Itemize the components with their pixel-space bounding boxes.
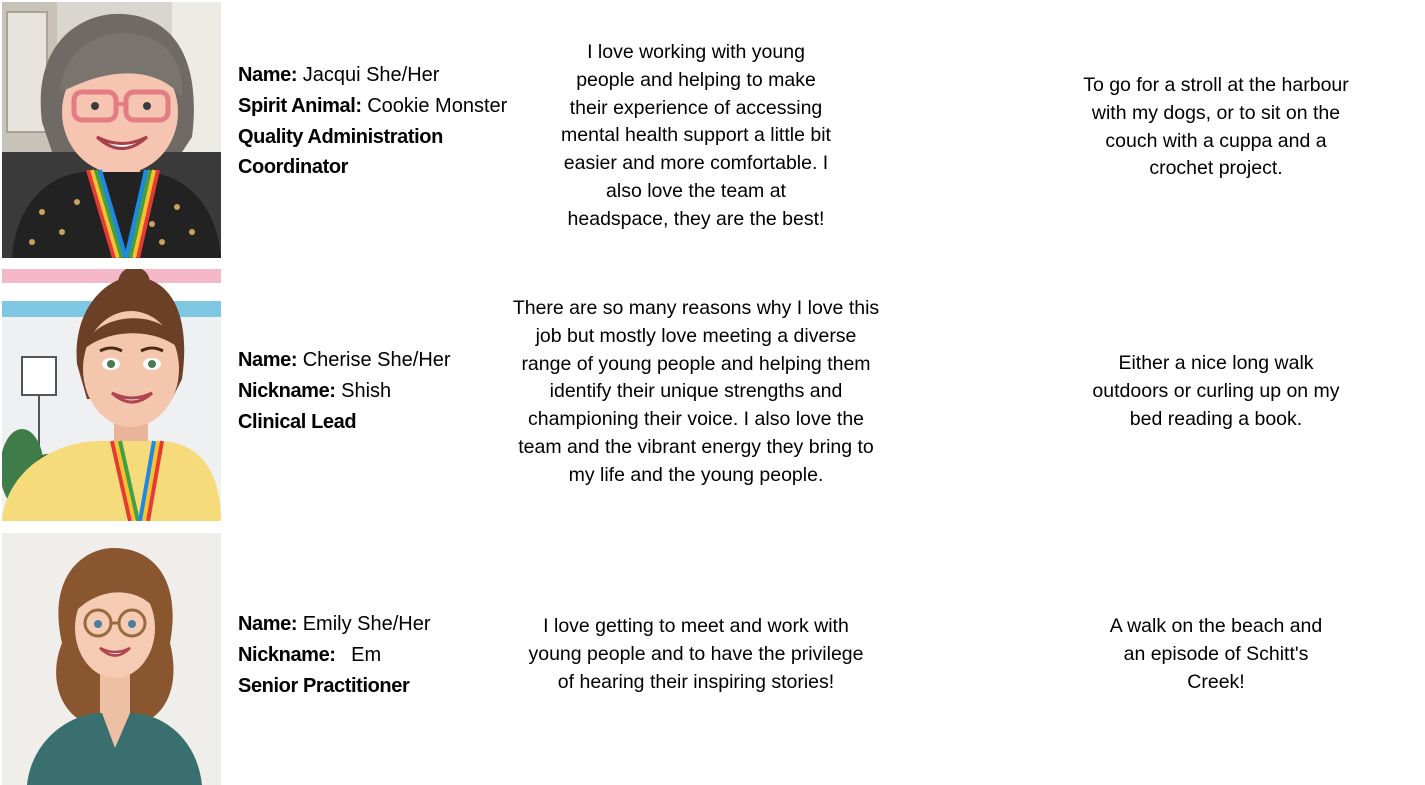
name-line — [238, 60, 507, 91]
text-line: couch with a cuppa and a — [1105, 129, 1327, 152]
name-label: Name: — [238, 613, 298, 635]
text-line: outdoors or curling up on my — [1092, 379, 1340, 402]
name-value: Jacqui She/Her — [302, 64, 440, 86]
jacqui-portrait — [2, 2, 221, 258]
role-title — [238, 122, 507, 181]
text-line: easier and more comfortable. I — [563, 152, 829, 175]
spirit-animal-value: Cookie Monster — [367, 95, 508, 117]
role-line: Quality Administration — [238, 126, 443, 148]
text-line: people and helping to make — [576, 68, 816, 91]
text-line: Creek! — [1187, 670, 1245, 693]
text-line: also love the team at — [606, 179, 786, 202]
alias-line — [238, 91, 507, 122]
text-line: mental health support a little bit — [561, 124, 831, 147]
text-line: young people and to have the privilege — [528, 642, 864, 665]
jacqui-info — [238, 60, 507, 181]
cherise-free-time-text — [1040, 350, 1392, 433]
role-line: Coordinator — [238, 156, 349, 178]
text-line: an episode of Schitt's — [1123, 642, 1309, 665]
text-line: I love getting to meet and work with — [543, 615, 849, 637]
staff-row-cherise — [0, 265, 1425, 530]
role-title — [238, 671, 431, 702]
text-line: Either a nice long walk — [1118, 352, 1314, 374]
text-line: identify their unique strengths and — [549, 380, 843, 403]
text-line: their experience of accessing — [569, 96, 823, 119]
text-line: my life and the young people. — [568, 463, 824, 486]
name-value: Cherise She/Her — [302, 349, 451, 371]
text-line: I love working with young — [587, 41, 805, 63]
cherise-love-text — [496, 295, 896, 490]
alias-line — [238, 376, 451, 407]
emily-info — [238, 609, 431, 702]
text-line: team and the vibrant energy they bring to — [518, 435, 874, 458]
jacqui-free-time-text — [1040, 72, 1392, 183]
text-line: headspace, they are the best! — [567, 207, 825, 230]
name-label: Name: — [238, 64, 298, 86]
text-line: range of young people and helping them — [521, 352, 871, 375]
text-line: crochet project. — [1149, 157, 1283, 180]
jacqui-portrait-illustration — [2, 2, 221, 258]
text-line: of hearing their inspiring stories! — [557, 670, 835, 693]
text-line: A walk on the beach and — [1109, 615, 1323, 637]
nickname-value: Shish — [341, 380, 392, 402]
role-line: Senior Practitioner — [238, 675, 410, 697]
text-line: with my dogs, or to sit on the — [1091, 101, 1341, 124]
emily-portrait-illustration — [2, 533, 221, 785]
emily-portrait — [2, 533, 221, 785]
nickname-label: Nickname: — [238, 644, 336, 666]
cherise-info — [238, 345, 451, 438]
text-line: bed reading a book. — [1129, 407, 1303, 430]
text-line: job but mostly love meeting a diverse — [535, 324, 857, 347]
emily-free-time-text — [1040, 613, 1392, 696]
name-line — [238, 345, 451, 376]
nickname-label: Nickname: — [238, 380, 336, 402]
cherise-portrait — [2, 269, 221, 521]
staff-row-emily — [0, 530, 1425, 785]
emily-love-text — [496, 613, 896, 696]
staff-row-jacqui — [0, 0, 1425, 265]
alias-line — [238, 640, 431, 671]
cherise-portrait-illustration — [2, 269, 221, 521]
name-value: Emily She/Her — [302, 613, 431, 635]
jacqui-love-text — [520, 39, 872, 234]
text-line: championing their voice. I also love the — [527, 408, 865, 431]
text-line: There are so many reasons why I love this — [512, 297, 880, 319]
name-line — [238, 609, 431, 640]
name-label: Name: — [238, 349, 298, 371]
spirit-animal-label: Spirit Animal: — [238, 95, 362, 117]
role-title — [238, 407, 451, 438]
nickname-value: Em — [351, 644, 382, 666]
text-line: To go for a stroll at the harbour — [1083, 74, 1349, 96]
role-line: Clinical Lead — [238, 411, 357, 433]
